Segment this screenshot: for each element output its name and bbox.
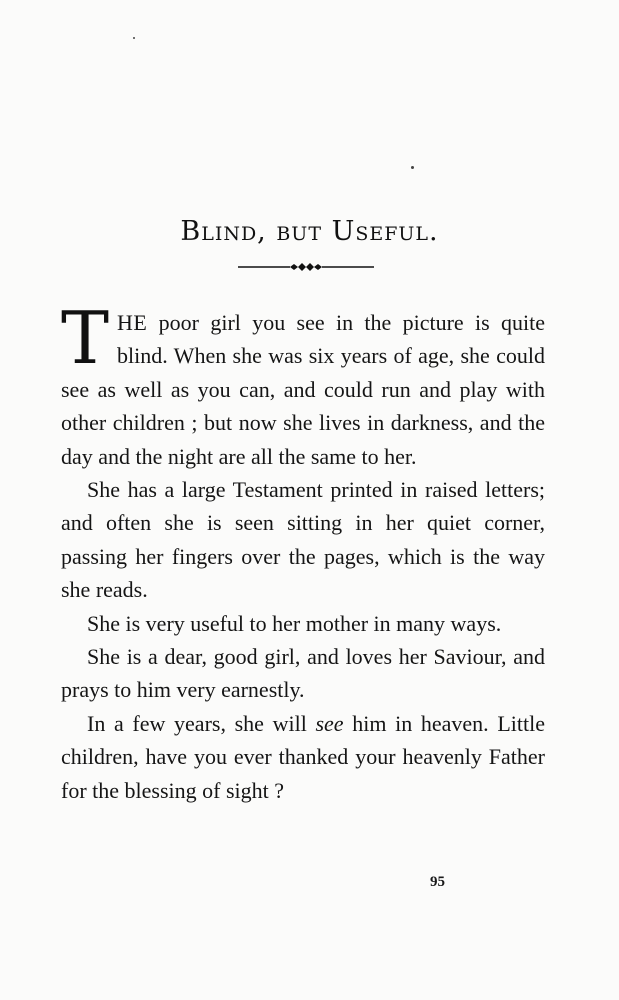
paragraph-5-before: In a few years, she will <box>87 710 316 736</box>
paragraph-2: She has a large Testament printed in raised letters; and often she is seen sitting in her quiet corner, passing her fingers over the pages, which is the way she reads. <box>61 477 545 603</box>
drop-cap: T <box>61 296 110 380</box>
print-speck <box>411 166 414 169</box>
paragraph-1-text: poor girl you see in the picture is quite blind. When she was six years of age, she could see as well as you can, and could run and play with other children ; but now she lives in darkness, and the day and the night are all the same to her. <box>61 310 545 469</box>
body-text <box>61 296 545 807</box>
paragraph-3: She is very useful to her mother in many ways. <box>87 610 502 636</box>
title-ornament <box>238 259 374 275</box>
paragraph-5-emphasis: see <box>315 710 344 736</box>
chapter-title: Blind, but Useful. <box>180 216 439 248</box>
paragraph-4: She is a dear, good girl, and loves her Saviour, and prays to him very earnestly. <box>61 644 545 703</box>
paragraph-5 <box>61 707 545 807</box>
paragraph-5-after: him in heaven. Little children, have you ever thanked your heavenly Father for the blessing of sight ? <box>61 710 545 803</box>
drop-cap-word-rest: HE <box>117 310 148 335</box>
page-number: 95 <box>430 874 445 890</box>
print-speck <box>133 37 135 39</box>
paragraph-1 <box>61 296 545 473</box>
